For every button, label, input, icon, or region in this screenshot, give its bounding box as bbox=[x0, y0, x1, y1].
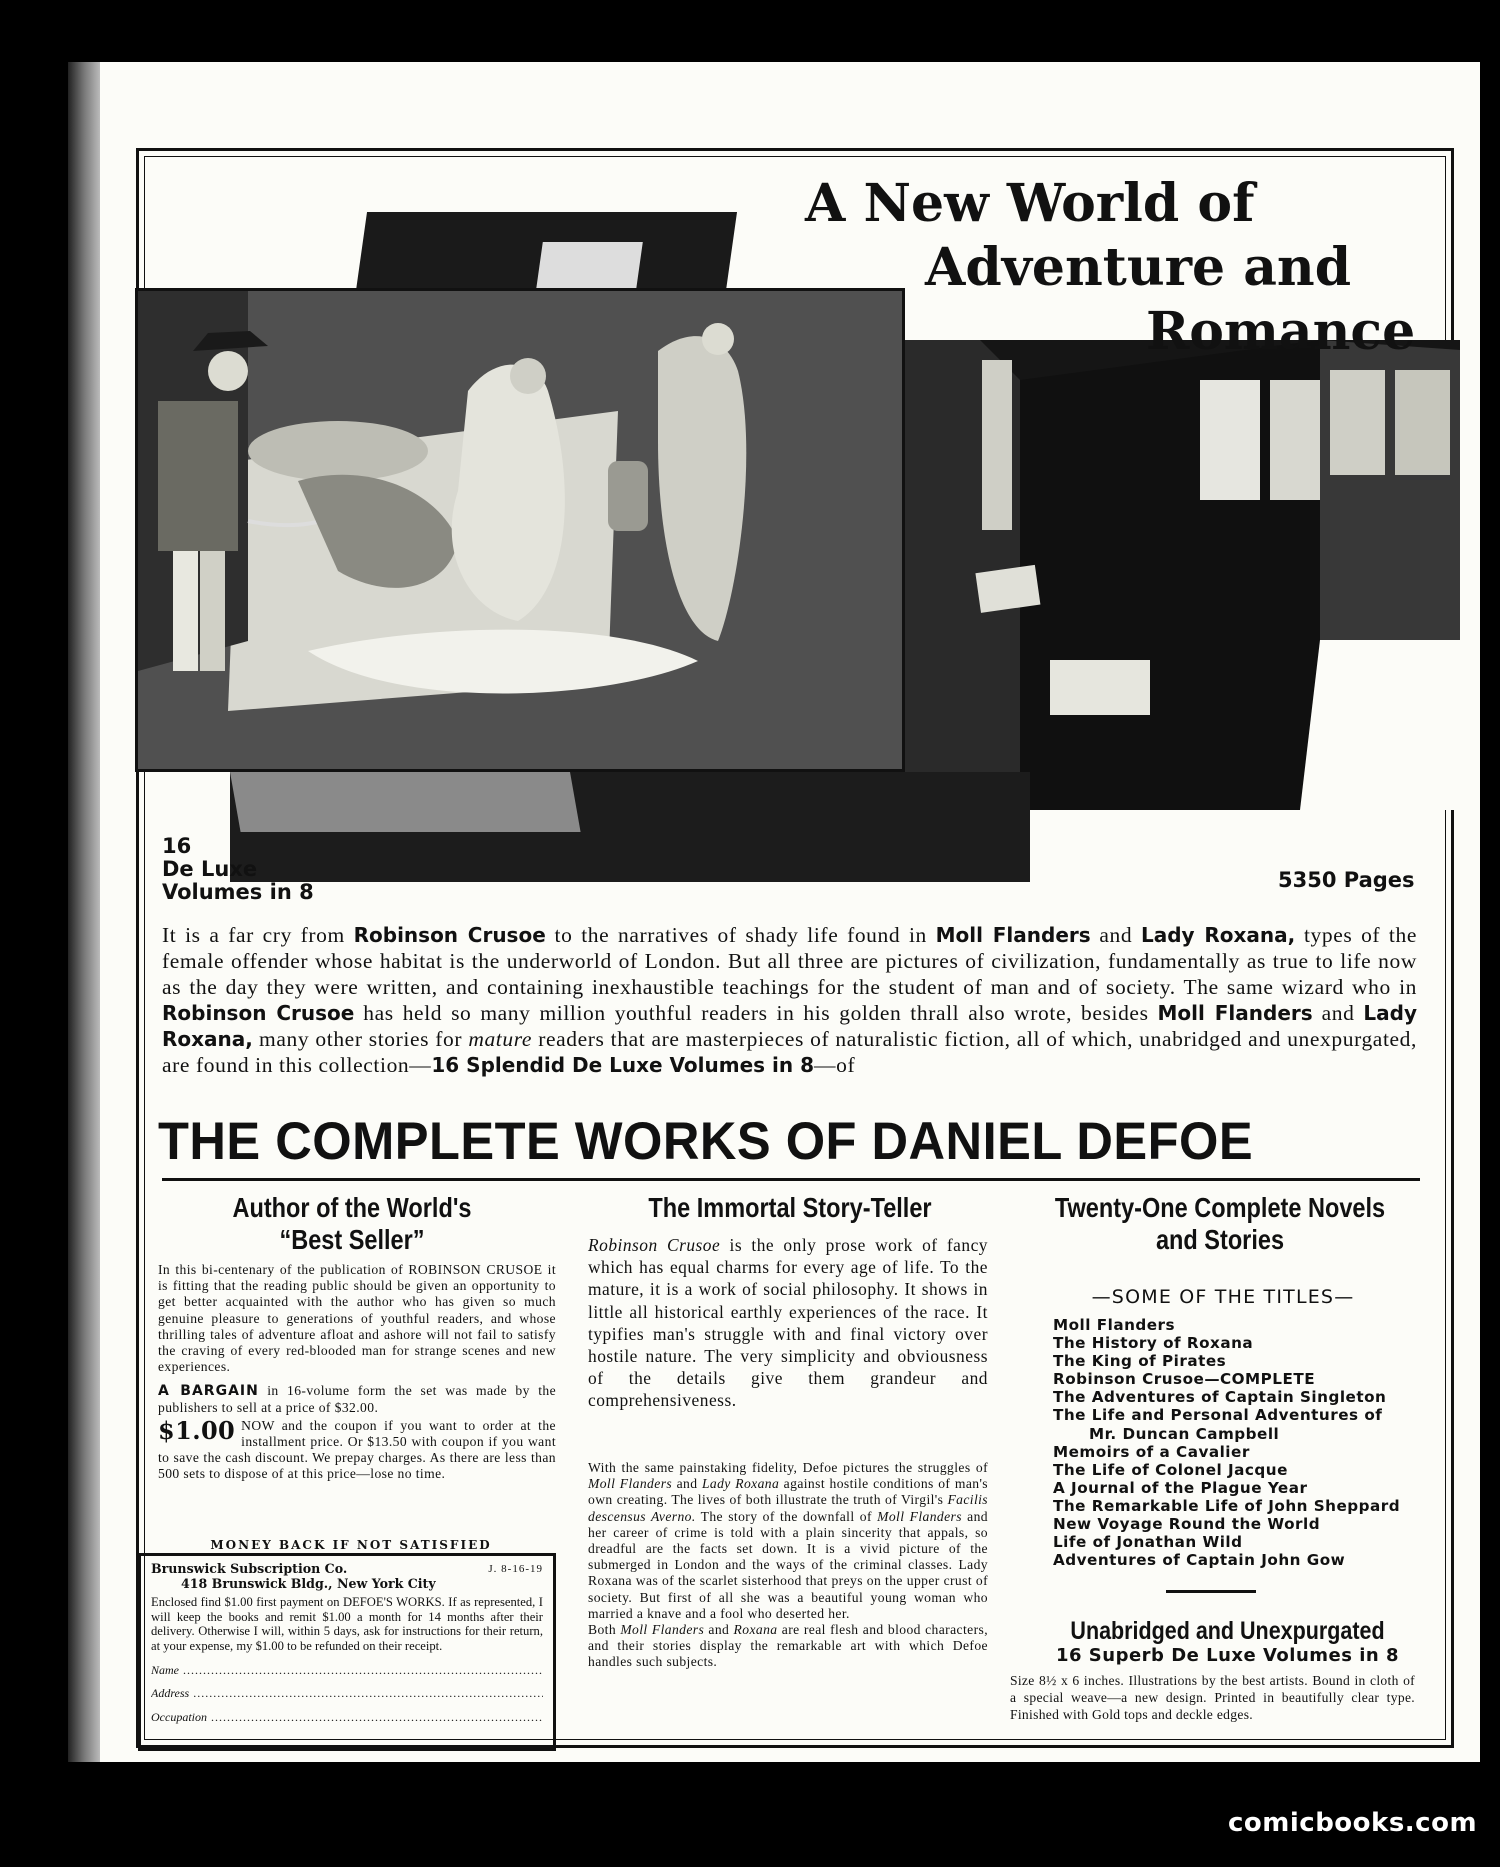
title-item: Memoirs of a Cavalier bbox=[1053, 1442, 1250, 1461]
books-illustration-right bbox=[900, 340, 1460, 810]
col1-text: In this bi-centenary of the publication of ROBINSON CRUSOE it is fitting that the reading public should be given an opportunity to get better acquainted with the author who has given so much genuine pleasure to generations of youthful readers, and whose thrilling tales of adventure afloat and ashore will not fail to satisfy the craving of every red-blooded man for strange scenes and new experiences. A BARGAIN in 16-volume form the set was made by the publishers to sell at a price of $32.00. $1.00 NOW and the coupon if you want to order at the installment price. Or $13.50 with coupon if you want to save the cash discount. We prepay charges. As there are less than 500 sets to dispose of at this price—lose no time. bbox=[158, 1262, 556, 1482]
intro-paragraph: It is a far cry from Robinson Crusoe to the narratives of shady life found in Moll Flanders and Lady Roxana, types of the female offender whose habitat is the underworld of London. But all three are pictures of civilization, fundamentally as true to life now as the day they were written, and containing inexhaustible teachings for the student of man and of society. The same wizard who in Robinson Crusoe has held so many million youthful readers in his golden thrall also wrote, besides Moll Flanders and Lady Roxana, many other stories for mature readers that are masterpieces of naturalistic fiction, all of which, unabridged and unexpurgated, are found in this collection—16 Splendid De Luxe Volumes in 8—of bbox=[162, 923, 1418, 1077]
main-title: THE COMPLETE WORKS OF DANIEL DEFOE bbox=[158, 1112, 1254, 1171]
title-item: Mr. Duncan Campbell bbox=[1089, 1424, 1280, 1443]
headline-line-2: Adventure and bbox=[925, 237, 1352, 298]
title-item: Life of Jonathan Wild bbox=[1053, 1533, 1243, 1552]
book-size-description: Size 8½ x 6 inches. Illustrations by the best artists. Bound in cloth of a special weave—a new design. Printed in beautifully clear type. Finished with Gold tops and deckle edges. bbox=[1010, 1673, 1415, 1722]
price-dollar: $1.00 bbox=[158, 1415, 236, 1445]
titles-heading: —SOME OF THE TITLES— bbox=[1091, 1286, 1355, 1308]
col1-heading: Author of the World's “Best Seller” bbox=[232, 1192, 472, 1255]
title-rule bbox=[162, 1178, 1420, 1181]
watermark: comicbooks.com bbox=[1228, 1808, 1478, 1838]
title-item: The Life and Personal Adventures of bbox=[1053, 1406, 1383, 1425]
coupon-body: Enclosed find $1.00 first payment on DEFOE'S WORKS. If as represented, I will keep the books and remit $1.00 a month for 14 months after their delivery. Otherwise I will, within 5 days, ask for instructions for their return, at your expense, my $1.00 to be refunded on their receipt. bbox=[151, 1595, 543, 1653]
volumes-tag: 16 De Luxe Volumes in 8 bbox=[162, 834, 314, 904]
col3-heading: Twenty-One Complete Novels and Stories bbox=[1054, 1192, 1386, 1255]
coupon-name-field[interactable]: Name ..... bbox=[151, 1663, 543, 1678]
section-rule bbox=[1166, 1590, 1256, 1593]
unabridged-heading: Unabridged and Unexpurgated bbox=[1070, 1617, 1385, 1645]
title-item: The History of Roxana bbox=[1053, 1334, 1254, 1353]
col2-text-1: Robinson Crusoe is the only prose work of fancy which has equal charms for every age of life. To the mature, it is a work of social philosophy. It shows in little all historical earthly experiences of the race. It typifies man's struggle with and final victory over hostile nature. The very simplicity and obviousness of the details give them grandeur and comprehensiveness. bbox=[588, 1235, 988, 1411]
title-item: The Remarkable Life of John Sheppard bbox=[1053, 1496, 1401, 1515]
title-item: Robinson Crusoe—COMPLETE bbox=[1053, 1370, 1316, 1389]
title-item: Moll Flanders bbox=[1053, 1316, 1176, 1334]
title-item: The Life of Colonel Jacque bbox=[1053, 1460, 1288, 1479]
coupon-company: Brunswick Subscription Co. bbox=[151, 1561, 348, 1576]
coupon-ref: J. 8-16-19 bbox=[488, 1563, 543, 1575]
title-item: New Voyage Round the World bbox=[1053, 1515, 1321, 1534]
book-illustration-bottom bbox=[230, 772, 1030, 882]
col2-heading: The Immortal Story-Teller bbox=[648, 1192, 932, 1223]
title-item: The Adventures of Captain Singleton bbox=[1053, 1388, 1387, 1407]
order-coupon[interactable] bbox=[138, 1553, 556, 1751]
title-item: The King of Pirates bbox=[1053, 1352, 1227, 1371]
col2-text-2: With the same painstaking fidelity, Defoe pictures the struggles of Moll Flanders and Lady Roxana against hostile conditions of man's own creating. The lives of both illustrate the truth of Virgil's Facilis descensus Averno. The story of the downfall of Moll Flanders and her career of crime is told with a plain sincerity that appals, so dreadful are the facts set down. It is a vivid picture of the submerged in London and the ways of the criminal classes. Lady Roxana was of the scarlet sisterhood that preys on the upper crust of society. But first of all she was a beautiful young woman who married a knave and a fool who deserted her. Both Moll Flanders and Roxana are real flesh and blood characters, and their stories display the remarkable art with which Defoe handles such subjects. bbox=[588, 1460, 988, 1670]
coupon-occupation-field[interactable]: Occupation ..... bbox=[151, 1710, 543, 1725]
pages-tag: 5350 Pages bbox=[1278, 868, 1415, 892]
superb-volumes: 16 Superb De Luxe Volumes in 8 bbox=[1055, 1645, 1400, 1666]
titles-list bbox=[1053, 1316, 1428, 1569]
money-back-guarantee: MONEY BACK IF NOT SATISFIED bbox=[210, 1538, 492, 1552]
title-item: Adventures of Captain John Gow bbox=[1053, 1551, 1346, 1570]
headline-line-3: Romance bbox=[1146, 301, 1416, 362]
coupon-address: 418 Brunswick Bldg., New York City bbox=[181, 1575, 436, 1591]
coupon-address-field[interactable]: Address ..... bbox=[151, 1686, 543, 1701]
ad-headline bbox=[780, 172, 1440, 364]
headline-line-1: A New World of bbox=[805, 173, 1255, 234]
title-item: A Journal of the Plague Year bbox=[1053, 1478, 1308, 1497]
